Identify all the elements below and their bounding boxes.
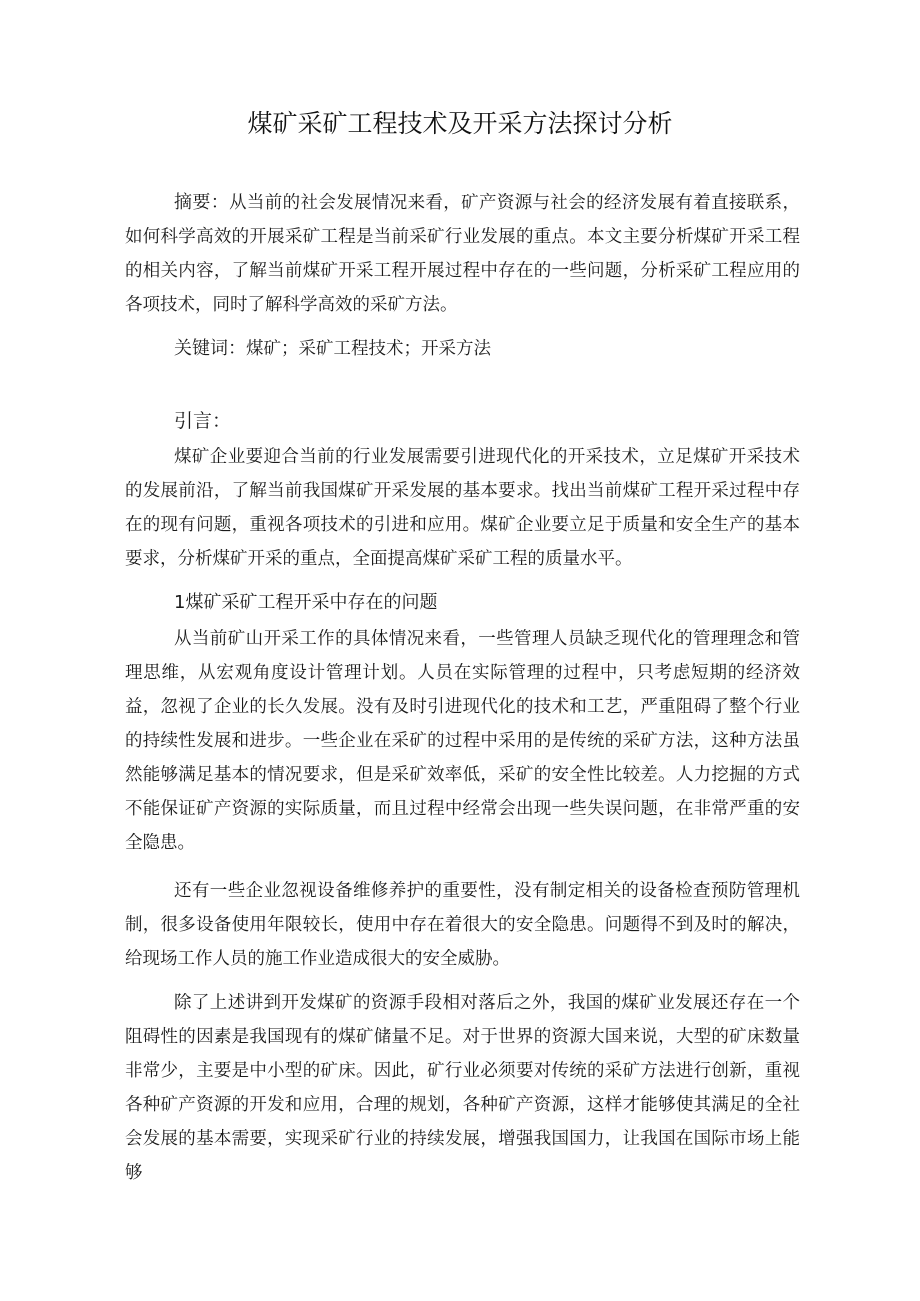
abstract-label: 摘要： — [174, 192, 230, 213]
keywords-label: 关键词： — [174, 338, 246, 359]
document-title: 煤矿采矿工程技术及开采方法探讨分析 — [247, 109, 673, 138]
abstract-text: 从当前的社会发展情况来看，矿产资源与社会的经济发展有着直接联系，如何科学高效的开展采矿工程是当前采矿行业发展的重点。本文主要分析煤矿开采工程的相关内容，了解当前煤矿开采工程开展过程中存在的一些问题，分析采矿工程应用的各项技术，同时了解科学高效的采矿方法。 — [125, 193, 801, 315]
section-1-paragraph-3: 除了上述讲到开发煤矿的资源手段相对落后之外，我国的煤矿业发展还存在一个阻碍性的因素是我国现有的煤矿储量不足。对于世界的资源大国来说，大型的矿床数量非常少，主要是中小型的矿床。因此，矿行业必须要对传统的采矿方法进行创新，重视各种矿产资源的开发和应用，合理的规划，各种矿产资源，这样才能够使其满足的全社会发展的基本需要，实现采矿行业的持续发展，增强我国国力，让我国在国际市场上能够 — [125, 993, 800, 1183]
intro-paragraph: 煤矿企业要迎合当前的行业发展需要引进现代化的开采技术，立足煤矿开采技术的发展前沿，了解当前我国煤矿开采发展的基本要求。找出当前煤矿工程开采过程中存在的现有问题，重视各项技术的引进和应用。煤矿企业要立足于质量和安全生产的基本要求，分析煤矿开采的重点，全面提高煤矿采矿工程的质量水平。 — [125, 447, 800, 569]
section-1-paragraph-2: 还有一些企业忽视设备维修养护的重要性，没有制定相关的设备检查预防管理机制，很多设备使用年限较长，使用中存在着很大的安全隐患。问题得不到及时的解决，给现场工作人员的施工作业造成很大的安全威胁。 — [125, 881, 800, 969]
section-1-heading: 1煤矿采矿工程开采中存在的问题 — [174, 592, 438, 613]
abstract-paragraph — [125, 186, 800, 322]
keywords-paragraph — [125, 332, 800, 366]
section-1-paragraph-1: 从当前矿山开采工作的具体情况来看，一些管理人员缺乏现代化的管理理念和管理思维，从宏观角度设计管理计划。人员在实际管理的过程中，只考虑短期的经济效益，忽视了企业的长久发展。没有及时引进现代化的技术和工艺，严重阻碍了整个行业的持续性发展和进步。一些企业在采矿的过程中采用的是传统的采矿方法，这种方法虽然能够满足基本的情况要求，但是采矿效率低，采矿的安全性比较差。人力挖掘的方式不能保证矿产资源的实际质量，而且过程中经常会出现一些失误问题，在非常严重的安全隐患。 — [125, 629, 800, 853]
keywords-text: 煤矿；采矿工程技术；开采方法 — [246, 339, 491, 359]
intro-heading: 引言： — [174, 410, 232, 432]
